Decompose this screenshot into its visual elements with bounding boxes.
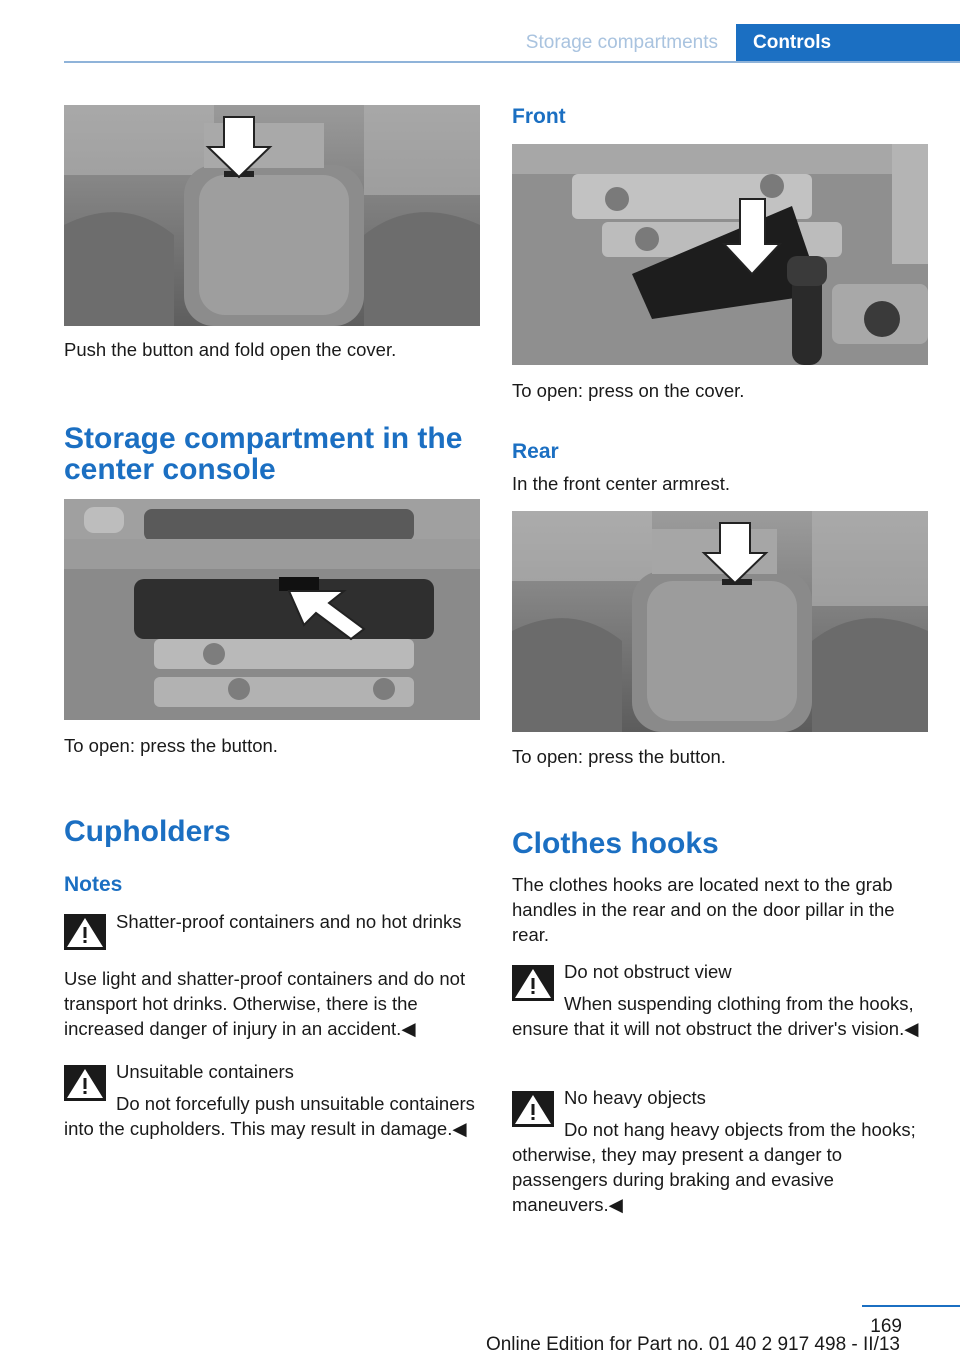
heading-clothes-hooks: Clothes hooks bbox=[512, 827, 719, 860]
warning-title: Do not obstruct view bbox=[564, 961, 732, 982]
footer-edition: Online Edition for Part no. 01 40 2 917 498 - II/13 bbox=[485, 1334, 900, 1355]
header-tab-controls[interactable]: Controls bbox=[736, 24, 960, 61]
warning-triangle-icon bbox=[64, 914, 106, 950]
subheading-notes: Notes bbox=[64, 873, 123, 896]
caption-rear: To open: press the button. bbox=[512, 746, 726, 767]
warning-body: When suspending clothing from the hooks, ensure that it will not obstruct the driver's vision.◀ bbox=[512, 993, 919, 1039]
page-number: 169 bbox=[870, 1316, 902, 1337]
heading-center-console: Storage compartment in the center console bbox=[64, 422, 463, 486]
left-column bbox=[64, 0, 480, 1300]
text-clothes-hooks-intro: The clothes hooks are located next to the grab handles in the rear and on the door pillar in the rear. bbox=[512, 874, 895, 945]
warning-note-obstruct-view bbox=[512, 959, 928, 1069]
photo-armrest-button bbox=[64, 105, 480, 326]
warning-body: Do not forcefully push unsuitable containers into the cupholders. This may result in damage.◀ bbox=[64, 1093, 475, 1139]
heading-front: Front bbox=[512, 105, 566, 128]
warning-title: No heavy objects bbox=[564, 1087, 706, 1108]
warning-note-shatterproof bbox=[64, 909, 480, 1039]
warning-note-heavy-objects bbox=[512, 1085, 928, 1225]
caption-center-console: To open: press the button. bbox=[64, 735, 278, 756]
header-section-title: Storage compartments bbox=[525, 32, 718, 53]
right-column bbox=[512, 0, 928, 1300]
caption-front: To open: press on the cover. bbox=[512, 380, 745, 401]
photo-front-compartment bbox=[512, 144, 928, 365]
warning-note-unsuitable bbox=[64, 1059, 480, 1169]
caption-armrest: Push the button and fold open the cover. bbox=[64, 339, 397, 360]
photo-rear-armrest bbox=[512, 511, 928, 732]
heading-rear: Rear bbox=[512, 440, 559, 463]
warning-body: Do not hang heavy objects from the hooks; otherwise, they may present a danger to passengers during braking and evasive maneuvers.◀ bbox=[512, 1119, 916, 1215]
warning-title: Shatter-proof containers and no hot drinks bbox=[116, 911, 462, 932]
photo-center-console bbox=[64, 499, 480, 720]
text-rear: In the front center armrest. bbox=[512, 473, 730, 494]
heading-cupholders: Cupholders bbox=[64, 815, 231, 848]
warning-title: Unsuitable containers bbox=[116, 1061, 294, 1082]
warning-body: Use light and shatter-proof containers and do not transport hot drinks. Otherwise, there is the increased danger of injury in an accident.◀ bbox=[64, 968, 466, 1039]
footer-divider bbox=[862, 1305, 960, 1307]
